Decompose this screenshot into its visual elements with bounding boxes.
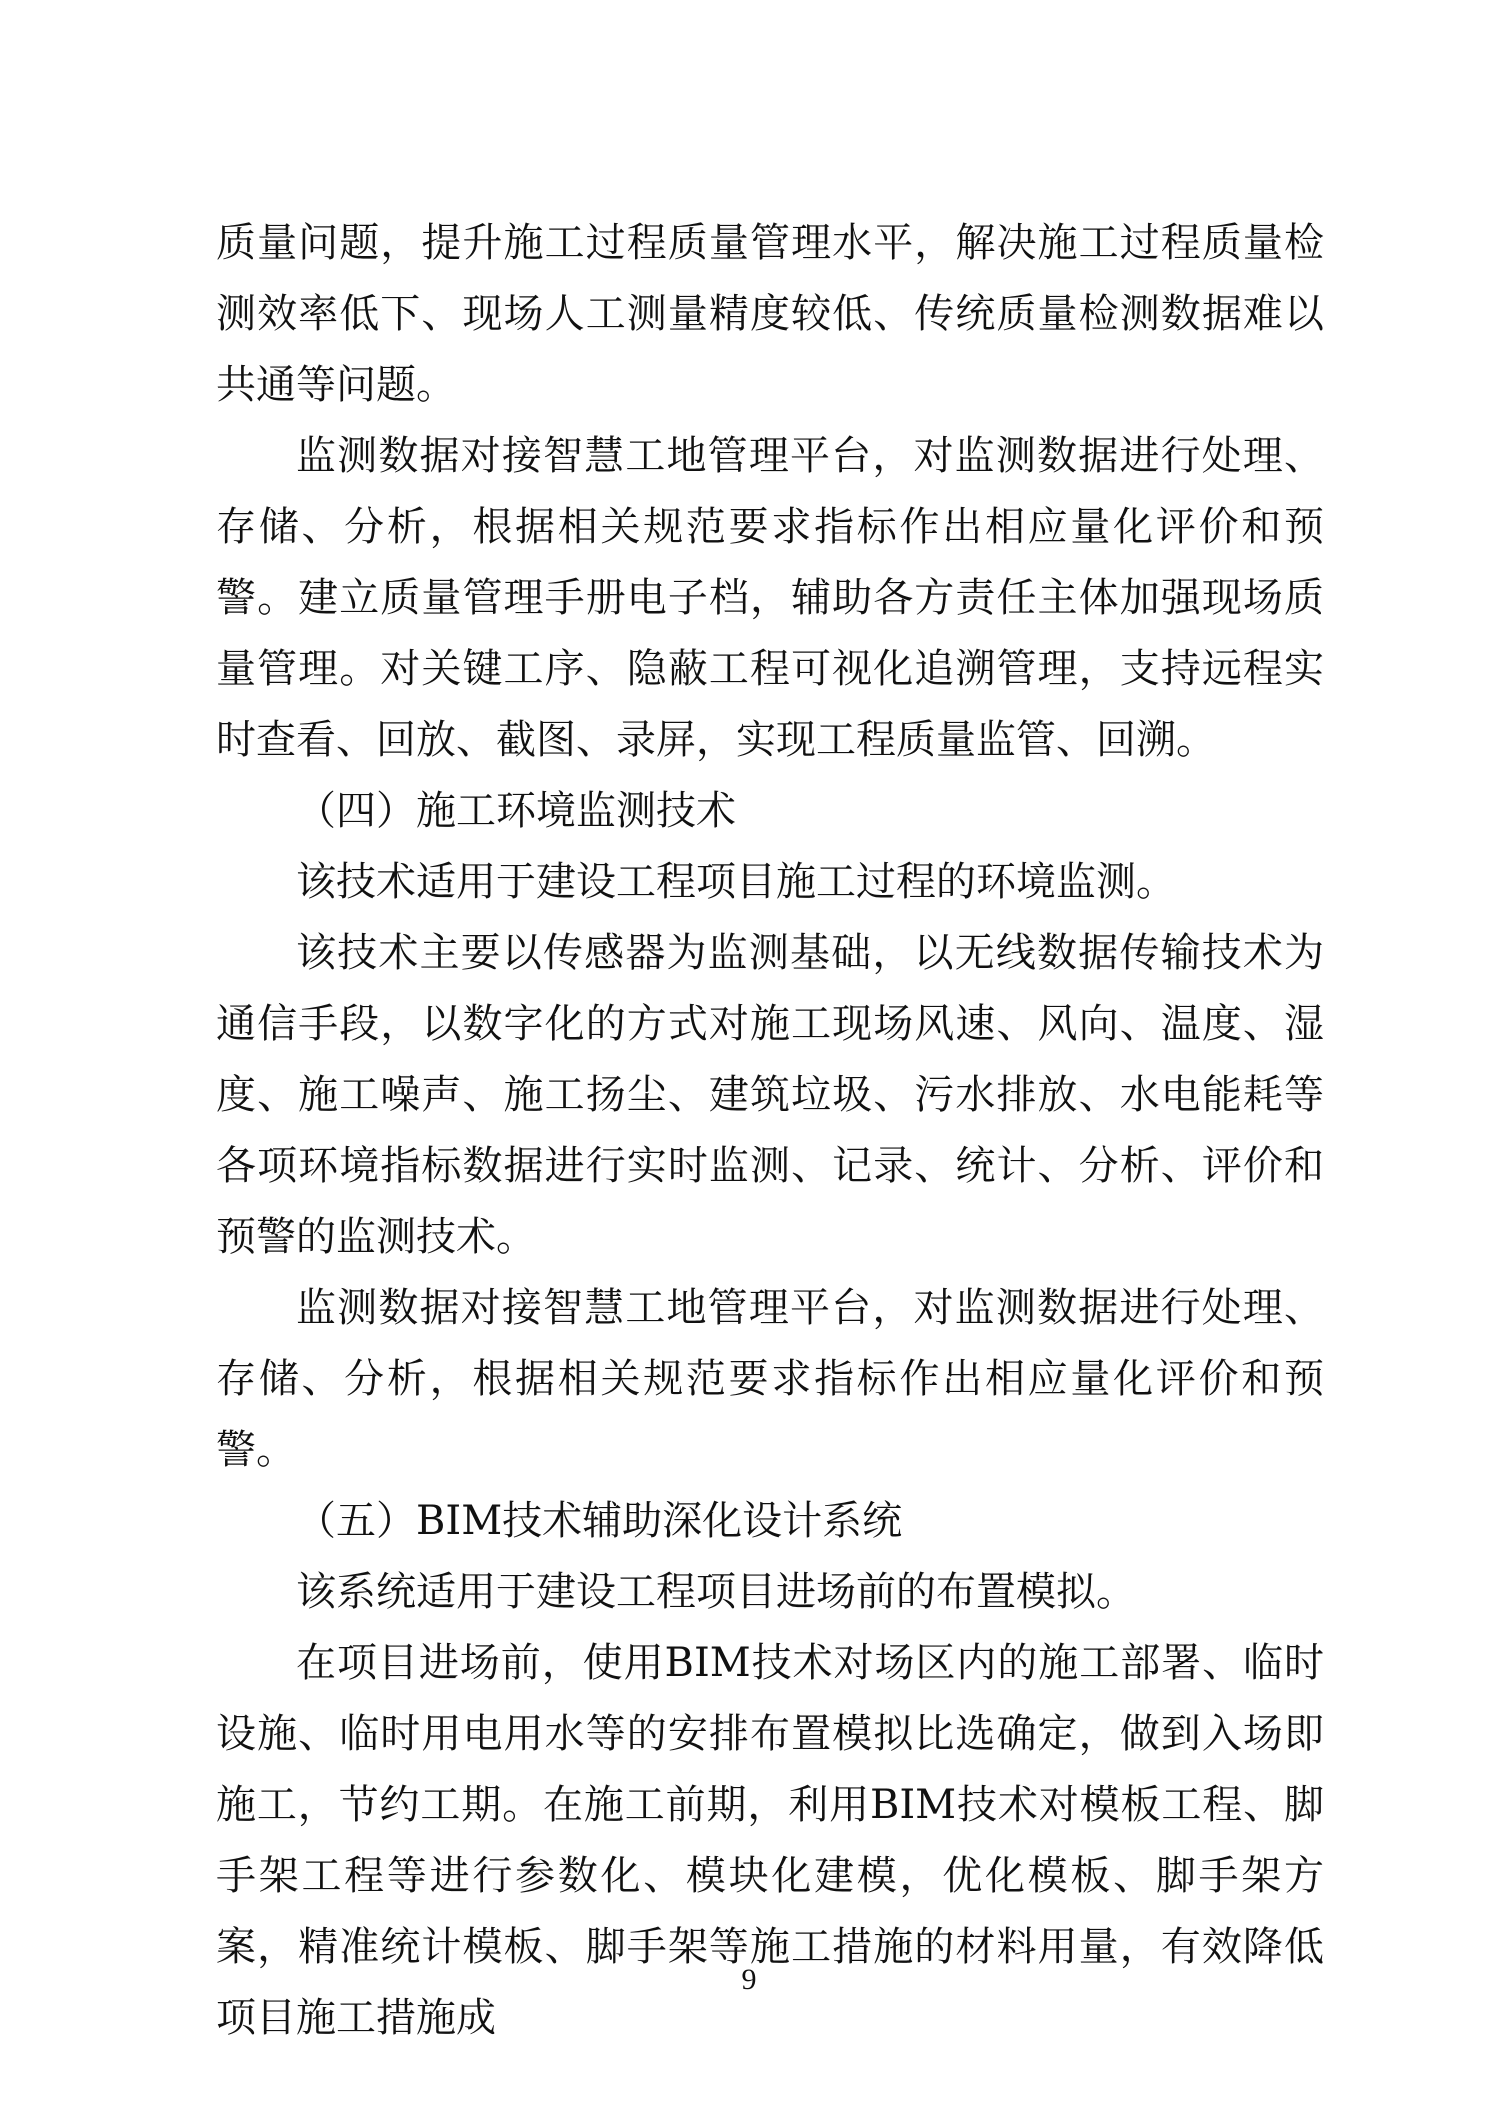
page-body xyxy=(216,208,1324,2054)
paragraph: 该技术适用于建设工程项目施工过程的环境监测。 xyxy=(296,859,1176,905)
paragraph: 该系统适用于建设工程项目进场前的布置模拟。 xyxy=(296,1569,1136,1615)
paragraph-continuation: 质量问题，提升施工过程质量管理水平，解决施工过程质量检测效率低下、现场人工测量精度较低、传统质量检测数据难以共通等问题。 xyxy=(216,220,1324,408)
section-heading: （五）BIM技术辅助深化设计系统 xyxy=(296,1498,903,1544)
section-heading: （四）施工环境监测技术 xyxy=(296,788,736,834)
page-number: 9 xyxy=(741,1963,757,1996)
paragraph: 监测数据对接智慧工地管理平台，对监测数据进行处理、存储、分析，根据相关规范要求指标作出相应量化评价和预警。 xyxy=(216,1285,1324,1473)
paragraph: 该技术主要以传感器为监测基础，以无线数据传输技术为通信手段，以数字化的方式对施工现场风速、风向、温度、湿度、施工噪声、施工扬尘、建筑垃圾、污水排放、水电能耗等各项环境指标数据进行实时监测、记录、统计、分析、评价和预警的监测技术。 xyxy=(216,930,1324,1260)
paragraph: 在项目进场前，使用BIM技术对场区内的施工部署、临时设施、临时用电用水等的安排布置模拟比选确定，做到入场即施工，节约工期。在施工前期，利用BIM技术对模板工程、脚手架工程等进行参数化、模块化建模，优化模板、脚手架方案，精准统计模板、脚手架等施工措施的材料用量，有效降低项目施工措施成 xyxy=(216,1640,1324,2041)
paragraph: 监测数据对接智慧工地管理平台，对监测数据进行处理、存储、分析，根据相关规范要求指标作出相应量化评价和预警。建立质量管理手册电子档，辅助各方责任主体加强现场质量管理。对关键工序、隐蔽工程可视化追溯管理，支持远程实时查看、回放、截图、录屏，实现工程质量监管、回溯。 xyxy=(216,433,1324,763)
